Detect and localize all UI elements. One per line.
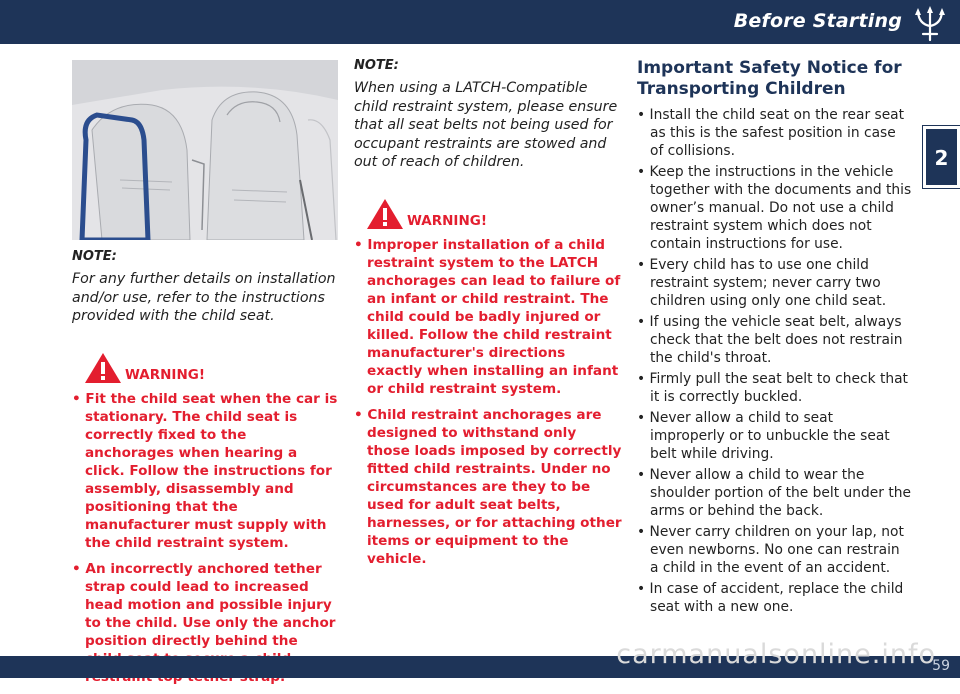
list-item: • If using the vehicle seat belt, always check that the belt does not restrain the child's throat.	[637, 314, 903, 366]
list-item: • Never allow a child to seat improperly or to unbuckle the seat belt while driving.	[637, 410, 890, 462]
watermark: carmanualsonline.info	[616, 639, 936, 670]
warning-item: • Child restraint anchorages are designed to withstand only those loads imposed by correctly fitted child restraints. Under no circumstances are they to be used for adult seat belts, harnesses, or for attaching other items or equipment to the vehicle.	[354, 406, 622, 567]
list-item: • In case of accident, replace the child seat with a new one.	[637, 581, 904, 615]
warning-item: • An incorrectly anchored tether strap could lead to increased head motion and possible injury to the child. Use only the anchor position directly behind the	[72, 560, 336, 649]
warning-triangle-icon	[84, 352, 122, 384]
list-item: • Firmly pull the seat belt to check that it is correctly buckled.	[637, 371, 908, 405]
trident-logo-icon	[910, 4, 950, 42]
warning-triangle-icon	[366, 198, 404, 230]
list-item: • Keep the instructions in the vehicle together with the documents and this owner’s manual. Do not use a child restraint system which does not contain instructions for use.	[637, 164, 912, 252]
page-header	[0, 0, 960, 44]
note-label: NOTE:	[72, 249, 117, 264]
child-seat-photo	[72, 60, 338, 240]
note-text: When using a LATCH-Compatible child restraint system, please ensure that all seat belts not being used for occupant restraints are stowed and out of reach of children.	[354, 80, 618, 170]
safety-notice-heading: Important Safety Notice for Transporting Children	[637, 58, 902, 99]
note-text: For any further details on installation and/or use, refer to the instructions provided with the child seat.	[72, 271, 336, 324]
warning-header	[354, 198, 622, 230]
warning-list	[354, 236, 622, 568]
warning-header	[72, 352, 338, 384]
warning-list	[72, 390, 338, 686]
list-item: • Never carry children on your lap, not even newborns. No one can restrain a child in the event of an accident.	[637, 524, 904, 576]
warning-item: • Improper installation of a child restraint system to the LATCH anchorages can lead to failure of an infant or child restraint. The child could be badly injured or killed. Follow the child restraint manufacturer's directions exactly when installing an infant or child restraint system.	[354, 236, 621, 397]
list-item: • Install the child seat on the rear seat as this is the safest position in case of collisions.	[637, 107, 905, 159]
warning-item: • Fit the child seat when the car is stationary. The child seat is correctly fixed to the anchorages when hearing a click. Follow the instructions for assembly, disassembly and positioning that the manufacturer must supply with the child restraint system.	[72, 390, 338, 551]
column-1	[72, 54, 338, 694]
chapter-number: 2	[934, 146, 949, 170]
warning-title: WARNING!	[407, 212, 487, 229]
column-3	[637, 54, 912, 619]
note-label: NOTE:	[354, 58, 399, 73]
warning-title: WARNING!	[125, 366, 205, 383]
column-2	[354, 54, 622, 576]
section-title: Before Starting	[733, 10, 902, 32]
list-item: • Never allow a child to wear the shoulder portion of the belt under the arms or behind the back.	[637, 467, 911, 519]
chapter-tab	[923, 126, 960, 188]
list-item: • Every child has to use one child restraint system; never carry two children using only one child seat.	[637, 257, 887, 309]
safety-notice-list	[637, 106, 912, 616]
rear-seat-illustration	[72, 60, 338, 240]
page-number: 59	[932, 658, 950, 674]
